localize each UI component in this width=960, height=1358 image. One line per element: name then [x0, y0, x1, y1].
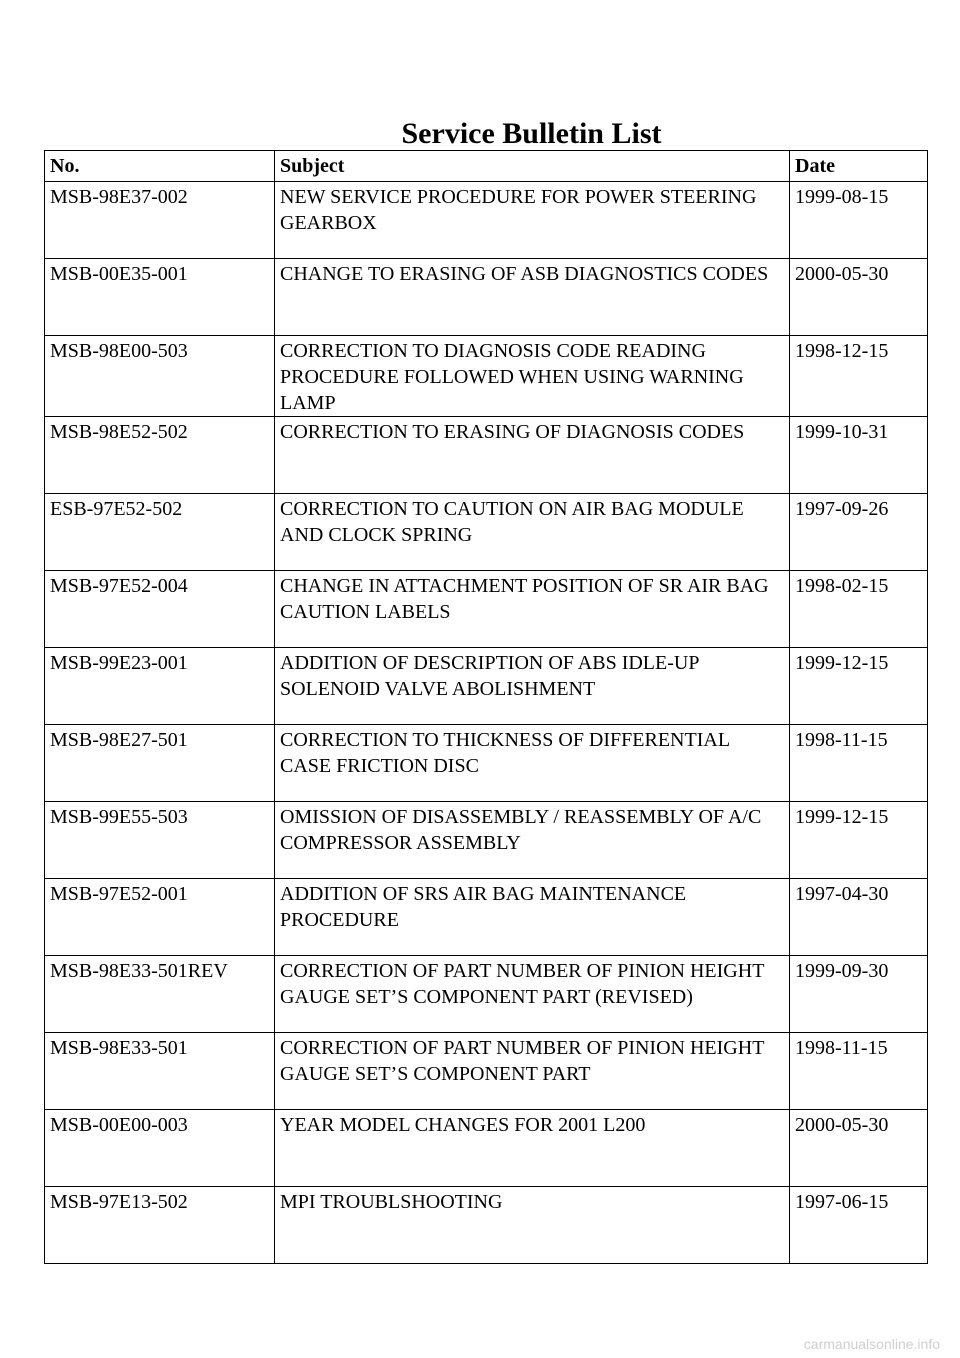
bulletin-number-cell: ESB-97E52-502 — [45, 494, 275, 571]
bulletin-number-cell: MSB-98E00-503 — [45, 336, 275, 417]
table-row — [45, 571, 928, 648]
bulletin-subject-cell: CHANGE IN ATTACHMENT POSITION OF SR AIR BAG CAUTION LABELS — [275, 571, 790, 648]
service-bulletin-table — [44, 150, 928, 1264]
bulletin-number-cell: MSB-98E27-501 — [45, 725, 275, 802]
table-header-row — [45, 151, 928, 182]
page-title: Service Bulletin List — [401, 117, 662, 150]
bulletin-date-cell: 2000-05-30 — [790, 1110, 928, 1187]
bulletin-number-cell: MSB-97E13-502 — [45, 1187, 275, 1264]
table-row — [45, 1033, 928, 1110]
table-row — [45, 417, 928, 494]
bulletin-number-cell: MSB-98E37-002 — [45, 182, 275, 259]
column-header-date: Date — [790, 151, 928, 182]
bulletin-number-cell: MSB-99E55-503 — [45, 802, 275, 879]
table-row — [45, 648, 928, 725]
table-body — [45, 182, 928, 1264]
bulletin-subject-cell: CORRECTION OF PART NUMBER OF PINION HEIGHT GAUGE SET’S COMPONENT PART — [275, 1033, 790, 1110]
bulletin-subject-cell: YEAR MODEL CHANGES FOR 2001 L200 — [275, 1110, 790, 1187]
table-row — [45, 956, 928, 1033]
bulletin-date-cell: 1998-02-15 — [790, 571, 928, 648]
bulletin-number-cell: MSB-97E52-004 — [45, 571, 275, 648]
bulletin-subject-cell: NEW SERVICE PROCEDURE FOR POWER STEERING GEARBOX — [275, 182, 790, 259]
watermark-text: carmanualsonline.info — [803, 1336, 940, 1352]
bulletin-subject-cell: CORRECTION TO CAUTION ON AIR BAG MODULE AND CLOCK SPRING — [275, 494, 790, 571]
bulletin-number-cell: MSB-99E23-001 — [45, 648, 275, 725]
bulletin-number-cell: MSB-00E00-003 — [45, 1110, 275, 1187]
bulletin-date-cell: 1998-11-15 — [790, 725, 928, 802]
bulletin-date-cell: 1999-10-31 — [790, 417, 928, 494]
bulletin-date-cell: 1999-08-15 — [790, 182, 928, 259]
bulletin-subject-cell: CORRECTION OF PART NUMBER OF PINION HEIGHT GAUGE SET’S COMPONENT PART (REVISED) — [275, 956, 790, 1033]
table-row — [45, 1110, 928, 1187]
bulletin-date-cell: 1999-09-30 — [790, 956, 928, 1033]
bulletin-subject-cell: CHANGE TO ERASING OF ASB DIAGNOSTICS CODES — [275, 259, 790, 336]
bulletin-number-cell: MSB-98E33-501 — [45, 1033, 275, 1110]
bulletin-number-cell: MSB-00E35-001 — [45, 259, 275, 336]
column-header-no: No. — [45, 151, 275, 182]
bulletin-date-cell: 1997-04-30 — [790, 879, 928, 956]
table-row — [45, 336, 928, 417]
bulletin-subject-cell: CORRECTION TO ERASING OF DIAGNOSIS CODES — [275, 417, 790, 494]
table-row — [45, 259, 928, 336]
bulletin-date-cell: 1999-12-15 — [790, 802, 928, 879]
table-row — [45, 494, 928, 571]
table-row — [45, 725, 928, 802]
bulletin-subject-cell: CORRECTION TO DIAGNOSIS CODE READING PROCEDURE FOLLOWED WHEN USING WARNING LAMP — [275, 336, 790, 417]
table-row — [45, 879, 928, 956]
table-row — [45, 182, 928, 259]
table-row — [45, 1187, 928, 1264]
bulletin-date-cell: 1997-06-15 — [790, 1187, 928, 1264]
bulletin-date-cell: 1997-09-26 — [790, 494, 928, 571]
column-header-subject: Subject — [275, 151, 790, 182]
bulletin-number-cell: MSB-98E33-501REV — [45, 956, 275, 1033]
bulletin-subject-cell: OMISSION OF DISASSEMBLY / REASSEMBLY OF A/C COMPRESSOR ASSEMBLY — [275, 802, 790, 879]
bulletin-subject-cell: ADDITION OF DESCRIPTION OF ABS IDLE-UP SOLENOID VALVE ABOLISHMENT — [275, 648, 790, 725]
bulletin-date-cell: 1999-12-15 — [790, 648, 928, 725]
bulletin-number-cell: MSB-97E52-001 — [45, 879, 275, 956]
bulletin-date-cell: 1998-11-15 — [790, 1033, 928, 1110]
bulletin-subject-cell: ADDITION OF SRS AIR BAG MAINTENANCE PROCEDURE — [275, 879, 790, 956]
table-row — [45, 802, 928, 879]
bulletin-subject-cell: MPI TROUBLSHOOTING — [275, 1187, 790, 1264]
bulletin-date-cell: 2000-05-30 — [790, 259, 928, 336]
bulletin-subject-cell: CORRECTION TO THICKNESS OF DIFFERENTIAL CASE FRICTION DISC — [275, 725, 790, 802]
bulletin-date-cell: 1998-12-15 — [790, 336, 928, 417]
bulletin-number-cell: MSB-98E52-502 — [45, 417, 275, 494]
